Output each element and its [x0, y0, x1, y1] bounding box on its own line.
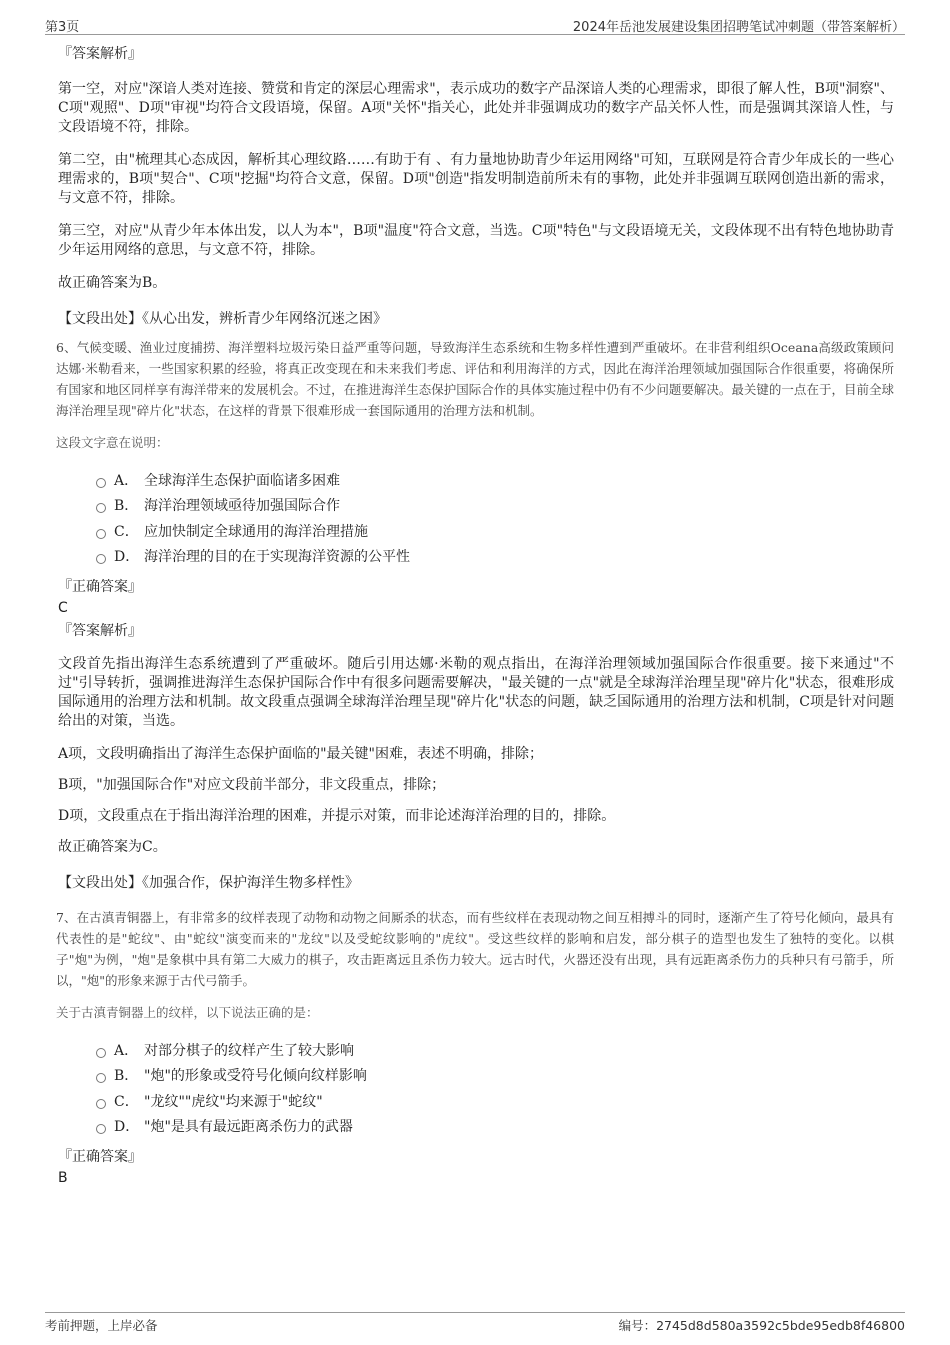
radio-icon[interactable]	[96, 478, 106, 488]
page-content	[56, 44, 894, 1191]
q7-answer-label: 『正确答案』	[58, 1149, 142, 1165]
q7-option-c[interactable]: C． "龙纹""虎纹"均来源于"蛇纹"	[96, 1088, 894, 1114]
q6-analysis-paragraph: D项，文段重点在于指出海洋治理的困难，并提示对策，而非论述海洋治理的目的，排除。	[58, 808, 616, 824]
q6-question-text: 6、气候变暖、渔业过度捕捞、海洋塑料垃圾污染日益严重等问题，导致海洋生态系统和生物多样性遭到严重破坏。在非营利组织Oceana高级政策顾问达娜·米勒看来，一些国家积累的经验，将真正改变现在和未来我们考虑、评估和利用海洋的方式，因此在海洋治理领域加强国际合作很重要，将确保所有国家和地区同样享有海洋带来的发展机会。不过，在推进海洋生态保护国际合作的具体实施过程中仍有不少问题要解决。最关键的一点在于，目前全球海洋治理呈现"碎片化"状态，在这样的背景下很难形成一套国际通用的治理方法和机制。	[56, 340, 894, 418]
q6-option-a[interactable]: A． 全球海洋生态保护面临诸多困难	[96, 467, 894, 493]
q6-analysis-paragraph: B项，"加强国际合作"对应文段前半部分，非文段重点，排除；	[58, 777, 446, 793]
q6-option-c[interactable]: C． 应加快制定全球通用的海洋治理措施	[96, 518, 894, 544]
document-title: 2024年岳池发展建设集团招聘笔试冲刺题（带答案解析）	[572, 20, 905, 35]
q6-analysis-paragraph: A项，文段明确指出了海洋生态保护面临的"最关键"困难，表述不明确，排除；	[58, 746, 543, 762]
radio-icon[interactable]	[96, 1073, 106, 1083]
q6-conclusion: 故正确答案为C。	[58, 839, 167, 855]
radio-icon[interactable]	[96, 529, 106, 539]
q7-option-a[interactable]: A． 对部分棋子的纹样产生了较大影响	[96, 1037, 894, 1063]
q5-conclusion: 故正确答案为B。	[58, 275, 167, 291]
page-number: 第3页	[45, 20, 80, 35]
q7-prompt: 关于古滇青铜器上的纹样，以下说法正确的是：	[56, 1005, 319, 1020]
q5-source: 【文段出处】《从心出发，辨析青少年网络沉迷之困》	[58, 311, 387, 327]
q7-options	[96, 1037, 894, 1139]
q5-analysis-paragraph: 第二空，由"梳理其心态成因，解析其心理纹路……有助于有 、有力量地协助青少年运用网络"可知，互联网是符合青少年成长的一些心理需求的，B项"契合"、C项"挖掘"均符合文意，保留。D项"创造"指发明制造前所未有的事物，此处并非强调互联网创造出新的需求，与文意不符，排除。	[58, 152, 894, 206]
q6-analysis-paragraph: 文段首先指出海洋生态系统遭到了严重破坏。随后引用达娜·米勒的观点指出，在海洋治理领域加强国际合作很重要。接下来通过"不过"引导转折，强调推进海洋生态保护国际合作中有很多问题需要解决，"最关键的一点"就是全球海洋治理呈现"碎片化"状态，很难形成国际通用的治理方法和机制。故文段重点强调全球海洋治理呈现"碎片化"状态的问题，缺乏国际通用的治理方法和机制，C项是针对问题给出的对策，当选。	[58, 656, 894, 729]
q5-analysis-paragraph: 第一空，对应"深谙人类对连接、赞赏和肯定的深层心理需求"，表示成功的数字产品深谙人类的心理需求，即很了解人性，B项"洞察"、C项"观照"、D项"审视"均符合文段语境，保留。A项"关怀"指关心，此处并非强调成功的数字产品关怀人性，而是强调其深谙人性，与文段语境不符，排除。	[58, 81, 894, 135]
radio-icon[interactable]	[96, 1099, 106, 1109]
document-id: 编号：2745d8d580a3592c5bde95edb8f46800	[618, 1318, 905, 1333]
q6-answer: C	[58, 600, 68, 616]
page-header	[45, 14, 905, 35]
q7-question-text: 7、在古滇青铜器上，有非常多的纹样表现了动物和动物之间厮杀的状态，而有些纹样在表现动物之间互相搏斗的同时，逐渐产生了符号化倾向，最具有代表性的是"蛇纹"、由"蛇纹"演变而来的"龙纹"以及受蛇纹影响的"虎纹"。受这些纹样的影响和启发，部分棋子的造型也发生了独特的变化。以棋子"炮"为例，"炮"是象棋中具有第二大威力的棋子，攻击距离远且杀伤力较大。远古时代，火器还没有出现，具有远距离杀伤力的兵种只有弓箭手，所以，"炮"的形象来源于古代弓箭手。	[56, 910, 894, 988]
radio-icon[interactable]	[96, 503, 106, 513]
q6-source: 【文段出处】《加强合作，保护海洋生物多样性》	[58, 875, 359, 891]
page-footer	[45, 1312, 905, 1333]
q7-option-d[interactable]: D． "炮"是具有最远距离杀伤力的武器	[96, 1114, 894, 1140]
footer-slogan: 考前押题，上岸必备	[45, 1318, 158, 1333]
q7-answer: B	[58, 1170, 68, 1186]
q6-option-d[interactable]: D． 海洋治理的目的在于实现海洋资源的公平性	[96, 544, 894, 570]
q6-analysis-label: 『答案解析』	[58, 623, 142, 639]
q6-options	[96, 467, 894, 569]
q5-analysis-label: 『答案解析』	[58, 46, 142, 62]
radio-icon[interactable]	[96, 1124, 106, 1134]
q6-option-b[interactable]: B． 海洋治理领域亟待加强国际合作	[96, 493, 894, 519]
radio-icon[interactable]	[96, 554, 106, 564]
radio-icon[interactable]	[96, 1048, 106, 1058]
q5-analysis-paragraph: 第三空，对应"从青少年本体出发，以人为本"，B项"温度"符合文意，当选。C项"特色"与文段语境无关，文段体现不出有特色地协助青少年运用网络的意思，与文意不符，排除。	[58, 223, 894, 258]
q6-answer-label: 『正确答案』	[58, 579, 142, 595]
q6-prompt: 这段文字意在说明：	[56, 435, 169, 450]
q7-option-b[interactable]: B． "炮"的形象或受符号化倾向纹样影响	[96, 1063, 894, 1089]
